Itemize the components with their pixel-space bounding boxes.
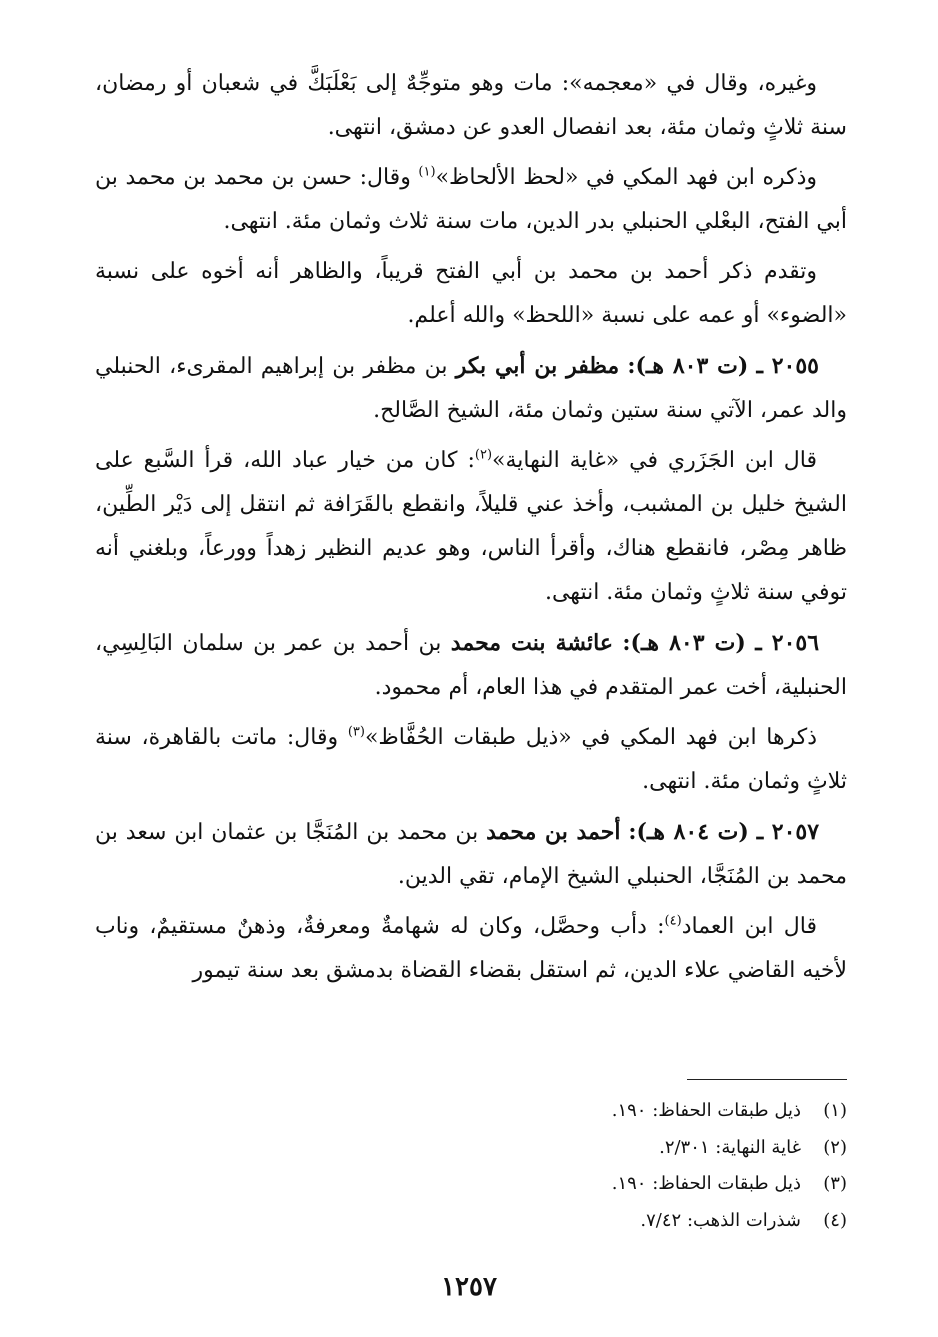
footnote-3 [447, 1166, 847, 1203]
footnote-number: (٢) [823, 1136, 847, 1158]
entry-number: ٢٠٥٧ ـ [756, 819, 820, 845]
footnote-number: (٤) [823, 1209, 847, 1231]
paragraph-9 [95, 905, 847, 993]
footnote-text: شذرات الذهب: ٧/٤٢. [640, 1209, 801, 1231]
paragraph-5-text-b: : كان من خيار عباد الله، قرأ السَّبع على الشيخ خليل بن المشبب، وأخذ عني قليلاً، وانقطع بالقَرَافة ثم انتقل إلى دَيْر الطِّين، ظاهر مِصْر، فانقطع هناك، وأقرأ الناس، وهو عديم النظير زهداً وورعاً، وبلغني أنه توفي سنة ثلاثٍ وثمان مئة. انتهى. [95, 448, 847, 605]
entry-text: بن أحمد بن عمر بن سلمان البَالِسِي، الحنبلية، أخت عمر المتقدم في هذا العام، أم محمود. [95, 631, 847, 700]
paragraph-7-text-b: وقال: ماتت بالقاهرة، سنة ثلاثٍ وثمان مئة. انتهى. [95, 725, 847, 794]
paragraph-7 [95, 716, 847, 804]
footnote-ref-4: (٤) [664, 913, 682, 929]
paragraph-2-text-a: وذكره ابن فهد المكي في «لحظ الألحاظ» [435, 165, 818, 190]
footnote-divider [687, 1079, 847, 1080]
paragraph-5-text-a: قال ابن الجَزَري في «غاية النهاية» [492, 448, 817, 473]
paragraph-7-text-a: ذكرها ابن فهد المكي في «ذيل طبقات الحُفَّاظ» [364, 725, 817, 750]
entry-date: (ت ٨٠٣ هـ): [622, 630, 746, 656]
entry-date: (ت ٨٠٤ هـ): [628, 819, 749, 845]
entry-name: عائشة بنت محمد [450, 630, 613, 656]
footnote-ref-3: (٣) [347, 724, 365, 740]
entry-name: مظفر بن أبي بكر [455, 353, 620, 379]
entry-name: أحمد بن محمد [486, 819, 621, 845]
paragraph-1: وغيره، وقال في «معجمه»: مات وهو متوجِّهٌ إلى بَعْلَبَكَّ في شعبان أو رمضان، سنة ثلاثٍ وثمان مئة، بعد انفصال العدو عن دمشق، انتهى. [95, 71, 847, 140]
footnotes [447, 1093, 847, 1239]
footnote-text: ذيل طبقات الحفاظ: ١٩٠. [611, 1173, 801, 1194]
paragraph-2-text-b: وقال: حسن بن محمد بن محمد بن أبي الفتح، البعْلي الحنبلي بدر الدين، مات سنة ثلاث وثمان مئة. انتهى. [95, 165, 847, 234]
footnote-number: (١) [823, 1100, 847, 1121]
paragraph-5 [95, 439, 847, 615]
footnote-4 [447, 1203, 847, 1240]
entry-number: ٢٠٥٦ ـ [755, 630, 820, 656]
footnote-1 [447, 1093, 847, 1130]
footnote-2 [447, 1130, 847, 1167]
footnote-ref-2: (٢) [474, 447, 493, 463]
paragraph-3: وتقدم ذكر أحمد بن محمد بن أبي الفتح قريباً، والظاهر أنه أخوه على نسبة «الضوء» أو عمه على نسبة «اللحظ» والله أعلم. [95, 259, 847, 328]
entry-2057 [95, 810, 847, 899]
entry-number: ٢٠٥٥ ـ [756, 353, 819, 379]
footnote-text: ذيل طبقات الحفاظ: ١٩٠. [611, 1100, 801, 1121]
paragraph-9-text-b: : دأب وحصَّل، وكان له شهامةٌ ومعرفةٌ، وذهنٌ مستقيمٌ، وناب لأخيه القاضي علاء الدين، ثم استقل بقضاء القضاة بدمشق بعد سنة تيمور [95, 914, 847, 983]
entry-text: بن محمد بن المُنَجَّا بن عثمان ابن سعد بن محمد بن المُنَجَّا، الحنبلي الشيخ الإمام، تقي الدين. [95, 820, 847, 889]
footnote-ref-1: (١) [418, 164, 436, 180]
paragraph-2 [95, 156, 847, 244]
entry-2055 [95, 344, 847, 433]
entry-text: بن مظفر بن إبراهيم المقرىء، الحنبلي والد عمر، الآتي سنة ستين وثمان مئة، الشيخ الصَّالح. [95, 354, 847, 423]
main-text [95, 62, 847, 999]
entry-2056 [95, 621, 847, 710]
page-number: ١٢٥٧ [441, 1272, 497, 1302]
paragraph-9-text-a: قال ابن العماد [681, 914, 817, 939]
footnote-number: (٣) [823, 1173, 847, 1194]
entry-date: (ت ٨٠٣ هـ): [627, 353, 749, 379]
footnote-text: غاية النهاية: ٢/٣٠١. [659, 1136, 801, 1158]
